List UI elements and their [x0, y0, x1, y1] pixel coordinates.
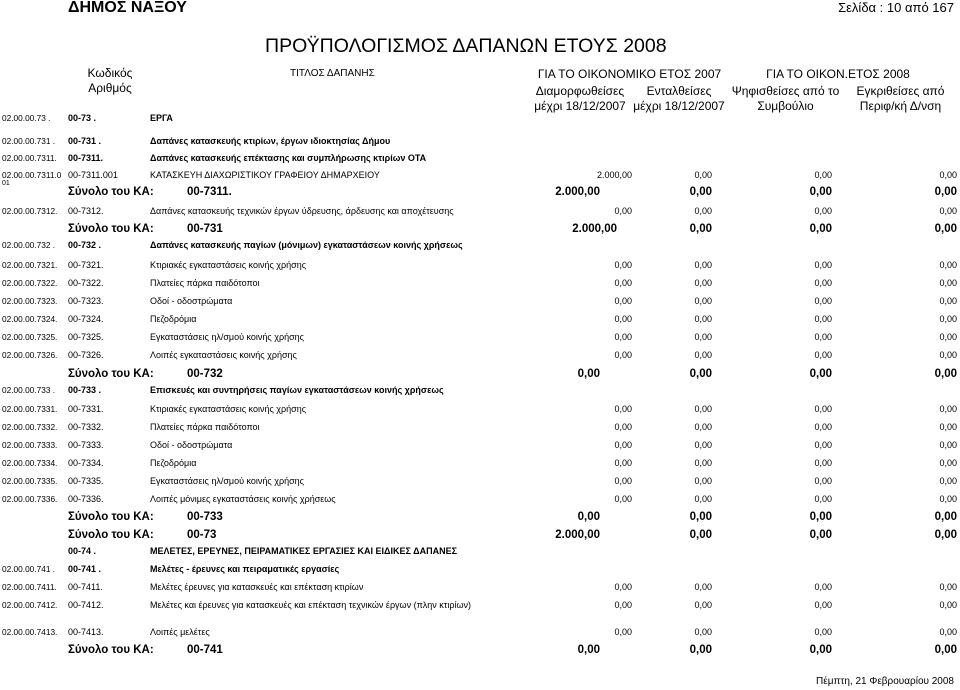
amount: 0,00 — [814, 296, 832, 306]
amount: 0,00 — [814, 350, 832, 360]
footer-date: Πέμπτη, 21 Φεβρουαρίου 2008 — [816, 676, 954, 687]
amount: 0,00 — [614, 600, 632, 610]
amount: 0,00 — [939, 458, 957, 468]
amount: 0,00 — [614, 458, 632, 468]
item-code: 00-73 . — [68, 113, 97, 123]
item-code: 00-7311. — [68, 153, 104, 163]
item-title: Πεζοδρόμια — [150, 458, 197, 468]
amount: 0,00 — [614, 422, 632, 432]
col3-line1: Ψηφισθείσες από το — [731, 84, 840, 98]
amount: 0,00 — [939, 476, 957, 486]
column-header-voted — [728, 84, 843, 114]
amount: 0,00 — [814, 458, 832, 468]
amount: 0,00 — [694, 260, 712, 270]
item-code: 00-7336. — [68, 494, 104, 504]
total-value: 0,00 — [689, 186, 712, 198]
total-value: 0,00 — [689, 511, 712, 523]
item-code: 00-7412. — [68, 600, 104, 610]
account-number: 02.00.00.741 . — [2, 564, 56, 574]
item-title: ΚΑΤΑΣΚΕΥΗ ΔΙΑΧΩΡΙΣΤΙΚΟΥ ΓΡΑΦΕΙΟΥ ΔΗΜΑΡΧΕΙΟΥ — [150, 170, 380, 180]
item-code: 00-7312. — [68, 206, 104, 216]
total-value: 0,00 — [577, 511, 600, 523]
total-value: 2.000,00 — [572, 223, 617, 235]
item-title: Μελέτες έρευνες για κατασκευές και επέκταση κτιρίων — [150, 582, 364, 592]
amount: 0,00 — [939, 422, 957, 432]
page-number: Σελίδα : 10 από 167 — [838, 0, 954, 15]
item-code: 00-7411. — [68, 582, 103, 592]
amount: 0,00 — [614, 260, 632, 270]
item-code: 00-7324. — [68, 314, 104, 324]
item-code: 00-7331. — [68, 404, 104, 414]
amount: 2.000,00 — [596, 170, 632, 180]
total-value: 0,00 — [577, 368, 600, 380]
amount: 0,00 — [814, 582, 832, 592]
item-title: Δαπάνες κατασκευής επέκτασης και συμπλήρωσης κτιρίων ΟΤΑ — [150, 153, 427, 163]
amount: 0,00 — [939, 440, 957, 450]
group-header-2008: ΓΙΑ ΤΟ ΟΙΚΟΝ.ΕΤΟΣ 2008 — [766, 67, 910, 81]
item-code: 00-7413. — [68, 627, 104, 637]
col3-line2: Συμβούλιο — [757, 99, 814, 113]
account-number: 02.00.00.7336. — [2, 494, 58, 504]
amount: 0,00 — [814, 260, 832, 270]
amount: 0,00 — [694, 404, 712, 414]
item-title: Οδοί - οδοστρώματα — [150, 296, 233, 306]
account-number: 02.00.00.731 . — [2, 136, 56, 146]
column-header-code — [80, 66, 140, 96]
item-code: 00-7332. — [68, 422, 104, 432]
amount: 0,00 — [814, 332, 832, 342]
account-number: 02.00.00.7323. — [2, 296, 58, 306]
item-title: Μελέτες - έρευνες και πειραματικές εργασίες — [150, 564, 340, 574]
amount: 0,00 — [694, 476, 712, 486]
item-title: Εγκαταστάσεις ηλ/σμού κοινής χρήσης — [150, 476, 304, 486]
total-code: 00-73 — [187, 529, 217, 541]
total-value: 0,00 — [689, 368, 712, 380]
item-code: 00-7321. — [68, 260, 104, 270]
amount: 0,00 — [939, 206, 957, 216]
total-value: 0,00 — [934, 511, 957, 523]
item-code: 00-741 . — [68, 564, 102, 574]
amount: 0,00 — [694, 206, 712, 216]
col1-line1: Διαμορφωθείσες — [535, 84, 625, 98]
amount: 0,00 — [939, 278, 957, 288]
amount: 0,00 — [939, 260, 957, 270]
total-value: 0,00 — [934, 368, 957, 380]
page-title: ΠΡΟΫΠΟΛΟΓΙΣΜΟΣ ΔΑΠΑΝΩΝ ΕΤΟΥΣ 2008 — [265, 35, 667, 57]
item-title: Δαπάνες κατασκευής κτιρίων, έργων ιδιοκτησίας Δήμου — [150, 136, 391, 146]
item-title: Κτιριακές εγκαταστάσεις κοινής χρήσης — [150, 260, 307, 270]
account-number: 02.00.00.7321. — [2, 260, 58, 270]
total-label: Σύνολο του ΚΑ: — [68, 511, 154, 523]
amount: 0,00 — [939, 296, 957, 306]
amount: 0,00 — [614, 296, 632, 306]
amount: 0,00 — [614, 278, 632, 288]
amount: 0,00 — [694, 278, 712, 288]
total-label: Σύνολο του ΚΑ: — [68, 368, 154, 380]
total-label: Σύνολο του ΚΑ: — [68, 644, 154, 656]
amount: 0,00 — [614, 440, 632, 450]
amount: 0,00 — [614, 332, 632, 342]
item-title: Πλατείες πάρκα παιδότοποι — [150, 278, 260, 288]
total-code: 00-731 — [187, 223, 223, 235]
amount: 0,00 — [814, 627, 832, 637]
amount: 0,00 — [814, 314, 832, 324]
account-number: 02.00.00.7332. — [2, 422, 58, 432]
item-title: ΜΕΛΕΤΕΣ, ΕΡΕΥΝΕΣ, ΠΕΙΡΑΜΑΤΙΚΕΣ ΕΡΓΑΣΙΕΣ ΚΑΙ ΕΙΔΙΚΕΣ ΔΑΠΑΝΕΣ — [150, 546, 457, 556]
col1-line2: μέχρι 18/12/2007 — [534, 99, 626, 113]
item-title: Πλατείες πάρκα παιδότοποι — [150, 422, 260, 432]
total-value: 0,00 — [809, 368, 832, 380]
item-code: 00-733 . — [68, 385, 102, 395]
total-code: 00-732 — [187, 368, 223, 380]
amount: 0,00 — [939, 350, 957, 360]
amount: 0,00 — [939, 404, 957, 414]
item-code: 00-7333. — [68, 440, 104, 450]
amount: 0,00 — [614, 627, 632, 637]
account-number: 02.00.00.7325. — [2, 332, 58, 342]
column-header-ordered — [630, 84, 728, 114]
account-number: 02.00.00.7326. — [2, 350, 58, 360]
col2-line2: μέχρι 18/12/2007 — [633, 99, 725, 113]
amount: 0,00 — [814, 278, 832, 288]
account-number: 02.00.00.7413. — [2, 627, 58, 637]
total-value: 0,00 — [809, 186, 832, 198]
amount: 0,00 — [939, 494, 957, 504]
code-header-line1: Κωδικός — [87, 66, 133, 80]
item-title: Λοιπές μόνιμες εγκαταστάσεις κοινής χρήσεως — [150, 494, 336, 504]
total-value: 0,00 — [689, 529, 712, 541]
amount: 0,00 — [614, 314, 632, 324]
amount: 0,00 — [694, 332, 712, 342]
account-number: 02.00.00.7334. — [2, 458, 58, 468]
item-title: Λοιπές μελέτες — [150, 627, 210, 637]
item-code: 00-7335. — [68, 476, 104, 486]
item-code: 00-7326. — [68, 350, 104, 360]
amount: 0,00 — [614, 582, 632, 592]
amount: 0,00 — [614, 494, 632, 504]
total-value: 0,00 — [809, 529, 832, 541]
account-number: 02.00.00.7324. — [2, 314, 58, 324]
amount: 0,00 — [694, 600, 712, 610]
total-value: 0,00 — [577, 644, 600, 656]
total-label: Σύνολο του ΚΑ: — [68, 186, 154, 198]
amount: 0,00 — [939, 332, 957, 342]
total-value: 0,00 — [809, 644, 832, 656]
amount: 0,00 — [614, 404, 632, 414]
item-code: 00-7334. — [68, 458, 104, 468]
item-title: Πεζοδρόμια — [150, 314, 197, 324]
account-number: 02.00.00.7322. — [2, 278, 58, 288]
total-value: 0,00 — [934, 644, 957, 656]
col4-line2: Περιφ/κή Δ/νση — [859, 99, 942, 113]
amount: 0,00 — [939, 314, 957, 324]
amount: 0,00 — [814, 440, 832, 450]
total-value: 0,00 — [689, 223, 712, 235]
account-number: 02.00.00.7412. — [2, 600, 58, 610]
amount: 0,00 — [614, 476, 632, 486]
item-code: 00-7311.001 — [68, 170, 118, 180]
code-header-line2: Αριθμός — [88, 81, 132, 95]
organization-name: ΔΗΜΟΣ ΝΑΞΟΥ — [68, 0, 187, 16]
item-title: Κτιριακές εγκαταστάσεις κοινής χρήσης — [150, 404, 307, 414]
item-code: 00-7323. — [68, 296, 104, 306]
total-code: 00-733 — [187, 511, 223, 523]
column-header-title: ΤΙΤΛΟΣ ΔΑΠΑΝΗΣ — [290, 68, 375, 79]
col2-line1: Ενταλθείσες — [646, 84, 712, 98]
amount: 0,00 — [939, 170, 957, 180]
amount: 0,00 — [814, 600, 832, 610]
amount: 0,00 — [939, 627, 957, 637]
total-code: 00-741 — [187, 644, 223, 656]
account-number: 02.00.00.7333. — [2, 440, 58, 450]
total-value: 2.000,00 — [555, 529, 600, 541]
amount: 0,00 — [814, 170, 832, 180]
total-code: 00-7311. — [187, 186, 232, 198]
total-value: 0,00 — [809, 223, 832, 235]
item-code: 00-732 . — [68, 240, 102, 250]
amount: 0,00 — [694, 350, 712, 360]
amount: 0,00 — [694, 422, 712, 432]
amount: 0,00 — [694, 582, 712, 592]
item-code: 00-7325. — [68, 332, 104, 342]
total-value: 0,00 — [809, 511, 832, 523]
amount: 0,00 — [814, 206, 832, 216]
column-header-shaped — [530, 84, 630, 114]
total-value: 0,00 — [934, 223, 957, 235]
item-code: 00-7322. — [68, 278, 104, 288]
amount: 0,00 — [694, 458, 712, 468]
item-title: Επισκευές και συντηρήσεις παγίων εγκαταστάσεων κοινής χρήσεως — [150, 385, 444, 395]
amount: 0,00 — [814, 404, 832, 414]
item-title: Δαπάνες κατασκευής τεχνικών έργων ύδρευσης, άρδευσης και αποχέτευσης — [150, 206, 454, 216]
account-number: 02.00.00.7312. — [2, 206, 58, 216]
amount: 0,00 — [614, 206, 632, 216]
amount: 0,00 — [814, 422, 832, 432]
amount: 0,00 — [694, 314, 712, 324]
account-number: 02.00.00.733 . — [2, 385, 56, 395]
account-number: 02.00.00.73 . — [2, 113, 51, 123]
account-number: 02.00.00.7411. — [2, 582, 57, 592]
item-code: 00-74 . — [68, 546, 97, 556]
total-label: Σύνολο του ΚΑ: — [68, 529, 154, 541]
amount: 0,00 — [814, 476, 832, 486]
total-value: 2.000,00 — [555, 186, 600, 198]
account-number: 02.00.00.732 . — [2, 240, 56, 250]
account-number: 02.00.00.7311.0 — [2, 170, 62, 180]
amount: 0,00 — [694, 494, 712, 504]
item-title: ΕΡΓΑ — [150, 113, 173, 123]
account-number: 02.00.00.7331. — [2, 404, 58, 414]
item-title: Εγκαταστάσεις ηλ/σμού κοινής χρήσης — [150, 332, 304, 342]
amount: 0,00 — [614, 350, 632, 360]
item-title: Δαπάνες κατασκευής παγίων (μόνιμων) εγκαταστάσεων κοινής χρήσεως — [150, 240, 463, 250]
total-value: 0,00 — [934, 529, 957, 541]
amount: 0,00 — [694, 440, 712, 450]
item-title: Οδοί - οδοστρώματα — [150, 440, 233, 450]
total-value: 0,00 — [934, 186, 957, 198]
amount: 0,00 — [694, 296, 712, 306]
amount: 0,00 — [814, 494, 832, 504]
group-header-2007: ΓΙΑ ΤΟ ΟΙΚΟΝΟΜΙΚΟ ΕΤΟΣ 2007 — [537, 67, 722, 81]
item-code: 00-731 . — [68, 136, 102, 146]
amount: 0,00 — [939, 582, 957, 592]
item-title: Λοιπές εγκαταστάσεις κοινής χρήσης — [150, 350, 297, 360]
col4-line1: Εγκριθείσες από — [856, 84, 945, 98]
total-value: 0,00 — [689, 644, 712, 656]
amount: 0,00 — [694, 627, 712, 637]
account-number-wrap: 01 — [2, 180, 10, 187]
account-number: 02.00.00.7335. — [2, 476, 58, 486]
amount: 0,00 — [694, 170, 712, 180]
total-label: Σύνολο του ΚΑ: — [68, 223, 154, 235]
account-number: 02.00.00.7311. — [2, 153, 57, 163]
amount: 0,00 — [939, 600, 957, 610]
column-header-approved — [843, 84, 958, 114]
item-title: Μελέτες και έρευνες για κατασκευές και επέκταση τεχνικών έργων (πλην κτιρίων) — [150, 600, 471, 610]
